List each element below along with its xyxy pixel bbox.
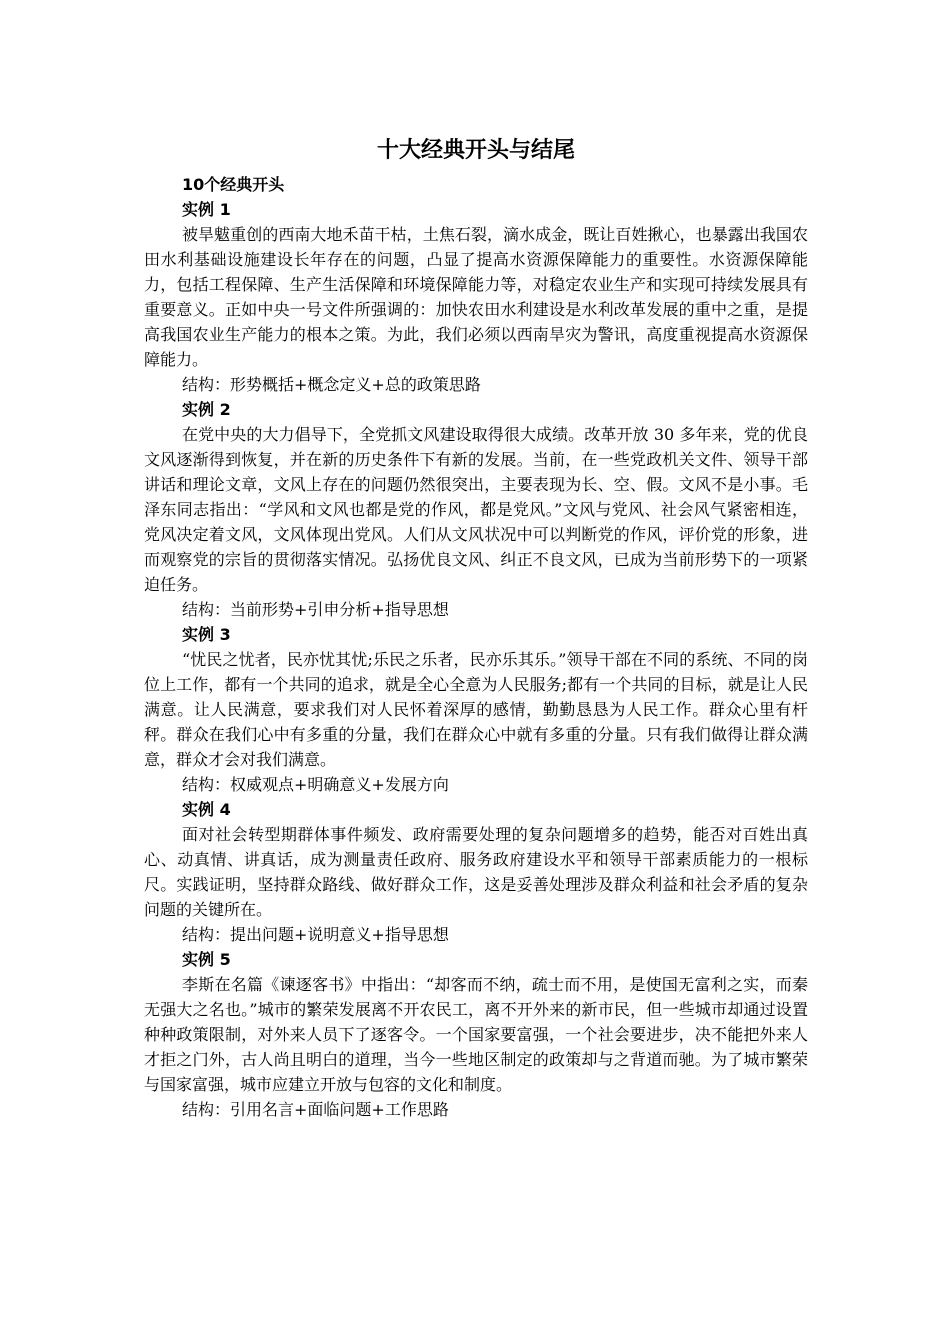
example-block xyxy=(144,797,808,947)
example-heading: 实例 1 xyxy=(182,200,231,219)
example-body: 被旱魃重创的西南大地禾苗干枯，土焦石裂，滴水成金，既让百姓揪心，也暴露出我国农田水利基础设施建设长年存在的问题，凸显了提高水资源保障能力的重要性。水资源保障能力，包括工程保障、生产生活保障和环境保障能力等，对稳定农业生产和实现可持续发展具有重要意义。正如中央一号文件所强调的：加快农田水利建设是水利改革发展的重中之重，是提高我国农业生产能力的根本之策。为此，我们必须以西南旱灾为警讯，高度重视提高水资源保障能力。 xyxy=(144,225,808,369)
example-block xyxy=(144,947,808,1122)
example-structure: 结构：当前形势+引申分析+指导思想 xyxy=(182,600,449,619)
page-title: 十大经典开头与结尾 xyxy=(376,138,575,163)
example-structure: 结构：权威观点+明确意义+发展方向 xyxy=(182,775,449,794)
example-block xyxy=(144,397,808,622)
document-page xyxy=(144,128,808,1122)
example-heading: 实例 5 xyxy=(182,950,231,969)
example-block xyxy=(144,197,808,397)
example-heading: 实例 2 xyxy=(182,400,231,419)
example-block xyxy=(144,622,808,797)
example-heading: 实例 4 xyxy=(182,800,231,819)
example-body: 面对社会转型期群体事件频发、政府需要处理的复杂问题增多的趋势，能否对百姓出真心、动真情、讲真话，成为测量责任政府、服务政府建设水平和领导干部素质能力的一根标尺。实践证明，坚持群众路线、做好群众工作，这是妥善处理涉及群众利益和社会矛盾的复杂问题的关键所在。 xyxy=(144,825,808,919)
example-structure: 结构：提出问题+说明意义+指导思想 xyxy=(182,925,449,944)
example-structure: 结构：引用名言+面临问题+工作思路 xyxy=(182,1100,449,1119)
example-body: “忧民之忧者，民亦忧其忧;乐民之乐者，民亦乐其乐。”领导干部在不同的系统、不同的岗位上工作，都有一个共同的追求，就是全心全意为人民服务;都有一个共同的目标，就是让人民满意。让人民满意，要求我们对人民怀着深厚的感情，勤勤恳恳为人民工作。群众心里有杆秤。群众在我们心中有多重的分量，我们在群众心中就有多重的分量。只有我们做得让群众满意，群众才会对我们满意。 xyxy=(144,650,808,769)
example-body: 李斯在名篇《谏逐客书》中指出：“却客而不纳，疏士而不用，是使国无富利之实，而秦无强大之名也。”城市的繁荣发展离不开农民工，离不开外来的新市民，但一些城市却通过设置种种政策限制，对外来人员下了逐客令。一个国家要富强，一个社会要进步，决不能把外来人才拒之门外，古人尚且明白的道理，当今一些地区制定的政策却与之背道而驰。为了城市繁荣与国家富强，城市应建立开放与包容的文化和制度。 xyxy=(144,975,808,1094)
section-heading: 10个经典开头 xyxy=(182,175,285,194)
example-heading: 实例 3 xyxy=(182,625,231,644)
example-structure: 结构：形势概括+概念定义+总的政策思路 xyxy=(182,375,481,394)
example-body: 在党中央的大力倡导下，全党抓文风建设取得很大成绩。改革开放 30 多年来，党的优良文风逐渐得到恢复，并在新的历史条件下有新的发展。当前，在一些党政机关文件、领导干部讲话和理论文章，文风上存在的问题仍然很突出，主要表现为长、空、假。文风不是小事。毛泽东同志指出：“学风和文风也都是党的作风，都是党风。”文风与党风、社会风气紧密相连，党风决定着文风，文风体现出党风。人们从文风状况中可以判断党的作风，评价党的形象，进而观察党的宗旨的贯彻落实情况。弘扬优良文风、纠正不良文风，已成为当前形势下的一项紧迫任务。 xyxy=(144,425,808,594)
